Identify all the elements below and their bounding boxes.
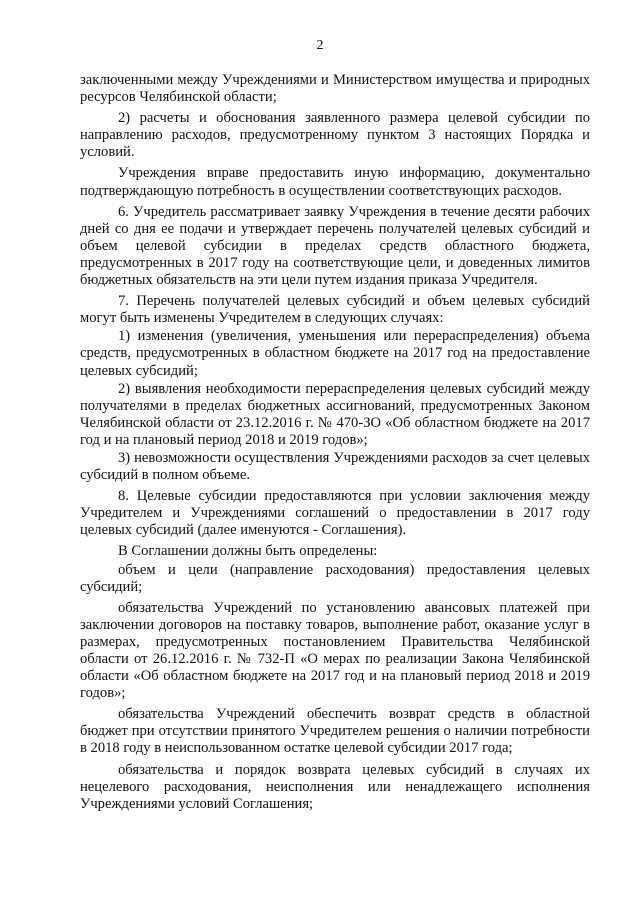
paragraph-clause-8: 8. Целевые субсидии предоставляются при условии заключения между Учредителем и Учреждениями соглашений о предоставлении в 2017 году целевых субсидий (далее именуются - Соглашения).	[80, 488, 590, 539]
paragraph-continuation: заключенными между Учреждениями и Министерством имущества и природных ресурсов Челябинской области;	[80, 72, 590, 106]
page-number: 2	[316, 38, 324, 53]
paragraph-agreement-volume: объем и цели (направление расходования) предоставления целевых субсидий;	[80, 561, 590, 595]
paragraph-agreement-advance: обязательства Учреждений по установлению авансовых платежей при заключении договоров на поставку товаров, выполнение работ, оказание услуг в размерах, предусмотренных постановлением Правительства Челябинской области от 26.12.2016 г. № 732-П «О мерах по реализации Закона Челябинской области «Об областном бюджете на 2017 год и на плановый период 2018 и 2019 годов»;	[80, 599, 590, 702]
paragraph-additional-info: Учреждения вправе предоставить иную информацию, документально подтверждающую потребность в осуществлении соответствующих расходов.	[80, 165, 590, 199]
paragraph-item-2: 2) расчеты и обоснования заявленного размера целевой субсидии по направлению расходов, предусмотренному пунктом 3 настоящих Порядка и условий.	[80, 110, 590, 161]
paragraph-clause-7: 7. Перечень получателей целевых субсидий и объем целевых субсидий могут быть изменены Учредителем в следующих случаях:	[80, 293, 590, 327]
paragraph-clause-6: 6. Учредитель рассматривает заявку Учреждения в течение десяти рабочих дней со дня ее подачи и утверждает перечень получателей целевых субсидий и объем целевой субсидии в пределах средств областного бюджета, предусмотренных в 2017 году на соответствующие цели, и доведенных лимитов бюджетных обязательств на эти цели путем издания приказа Учредителя.	[80, 203, 590, 289]
paragraph-agreement-return: обязательства Учреждений обеспечить возврат средств в областной бюджет при отсутствии принятого Учредителем решения о наличии потребности в 2018 году в неиспользованном остатке целевой субсидии 2017 года;	[80, 706, 590, 757]
paragraph-clause-7-item-1: 1) изменения (увеличения, уменьшения или перераспределения) объема средств, предусмотренных в областном бюджете на 2017 год на предоставление целевых субсидий;	[80, 328, 590, 379]
document-body	[80, 72, 590, 817]
paragraph-clause-7-item-3: 3) невозможности осуществления Учреждениями расходов за счет целевых субсидий в полном объеме.	[80, 449, 590, 484]
paragraph-agreement-intro: В Соглашении должны быть определены:	[118, 543, 378, 560]
paragraph-agreement-misuse: обязательства и порядок возврата целевых субсидий в случаях их нецелевого расходования, неисполнения или ненадлежащего исполнения Учреждениями условий Соглашения;	[80, 761, 590, 812]
paragraph-clause-7-item-2: 2) выявления необходимости перераспределения целевых субсидий между получателями в пределах бюджетных ассигнований, предусмотренных Законом Челябинской области от 23.12.2016 г. № 470-ЗО «Об областном бюджете на 2017 год и на плановый период 2018 и 2019 годов»;	[80, 380, 590, 448]
